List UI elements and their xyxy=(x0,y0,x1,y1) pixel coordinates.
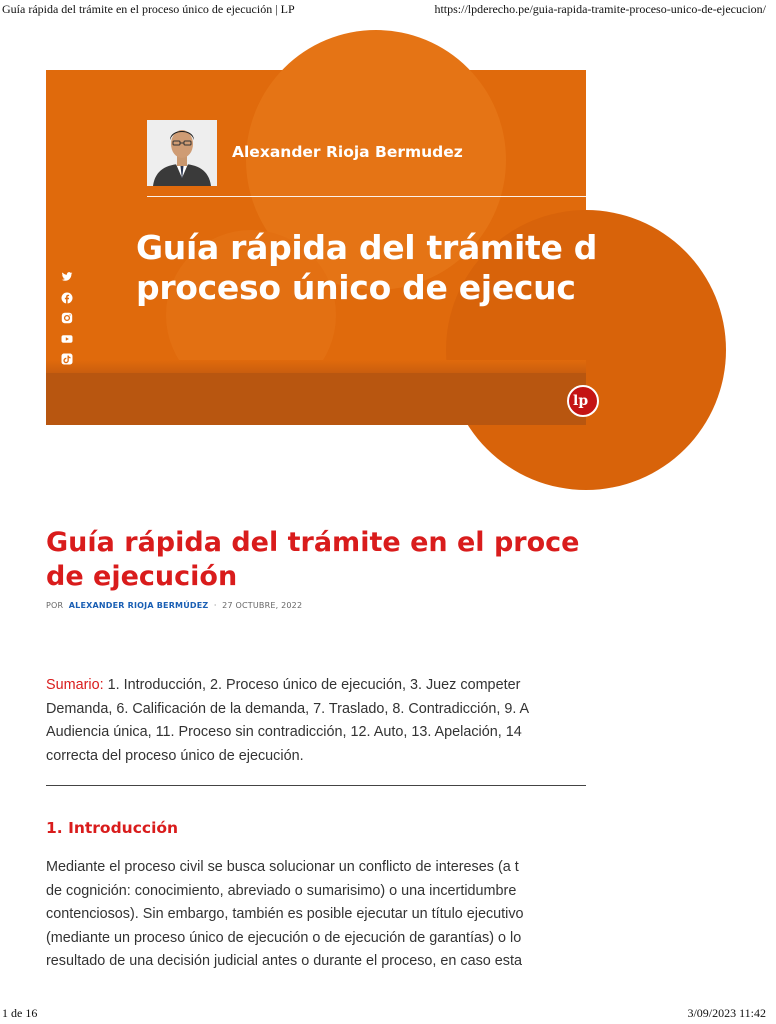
body-line: contenciosos). Sin embargo, también es posible ejecutar un título ejecutivo xyxy=(46,906,524,922)
twitter-icon[interactable] xyxy=(61,271,73,283)
body-line: de cognición: conocimiento, abreviado o sumarisimo) o una incertidumbre xyxy=(46,882,517,899)
lp-logo: lp xyxy=(567,385,599,417)
article-title xyxy=(46,526,666,594)
tiktok-icon[interactable] xyxy=(61,353,73,365)
hero-title-line: Guía rápida del trámite d xyxy=(136,228,598,267)
body-line: Mediante el proceso civil se busca solucionar un conflicto de intereses (a t xyxy=(46,859,519,875)
youtube-icon[interactable] xyxy=(61,333,73,345)
instagram-icon[interactable] xyxy=(61,312,73,324)
summary-line: correcta del proceso único de ejecución. xyxy=(46,747,304,764)
article-title-line: de ejecución xyxy=(46,561,238,592)
summary-paragraph xyxy=(46,674,666,768)
author-avatar xyxy=(147,120,217,186)
byline-separator: · xyxy=(213,601,217,610)
social-icons xyxy=(61,271,75,374)
print-footer xyxy=(0,1004,768,1024)
hero-bottom-band xyxy=(46,373,586,425)
hero-title xyxy=(136,228,776,308)
hero-title-line: proceso único de ejecuc xyxy=(136,268,576,307)
print-page-title: Guía rápida del trámite en el proceso único de ejecución | LP xyxy=(2,2,295,16)
body-line: resultado de una decisión judicial antes o durante el proceso, en caso esta xyxy=(46,953,523,969)
byline-author-link[interactable]: ALEXANDER RIOJA BERMÚDEZ xyxy=(68,601,209,610)
summary-line: Audiencia única, 11. Proceso sin contradicción, 12. Auto, 13. Apelación, 14 xyxy=(46,724,522,740)
print-page-url[interactable]: https://lpderecho.pe/guia-rapida-tramite-proceso-unico-de-ejecucion/ xyxy=(434,2,766,16)
byline-prefix: POR xyxy=(46,601,64,610)
summary-line xyxy=(46,674,666,698)
summary-line: Demanda, 6. Calificación de la demanda, 7. Traslado, 8. Contradicción, 9. A xyxy=(46,700,530,717)
section-divider xyxy=(46,785,586,786)
hero-shadow xyxy=(46,360,586,374)
body-line: (mediante un proceso único de ejecución o de ejecución de garantías) o lo xyxy=(46,929,522,946)
section-heading: 1. Introducción xyxy=(46,819,179,837)
hero-banner xyxy=(46,70,598,425)
summary-line-text: 1. Introducción, 2. Proceso único de ejecución, 3. Juez competer xyxy=(103,677,521,693)
byline-date: 27 OCTUBRE, 2022 xyxy=(222,601,303,610)
hero-divider xyxy=(147,196,607,197)
hero-author-name: Alexander Rioja Bermudez xyxy=(232,143,463,161)
page-content xyxy=(46,70,598,990)
article-title-line: Guía rápida del trámite en el proce xyxy=(46,527,580,558)
summary-label: Sumario: xyxy=(46,677,104,693)
print-datetime: 3/09/2023 11:42 xyxy=(687,1006,766,1020)
facebook-icon[interactable] xyxy=(61,292,73,304)
body-paragraph xyxy=(46,856,666,974)
byline xyxy=(46,601,302,610)
page-counter: 1 de 16 xyxy=(2,1006,38,1020)
print-header xyxy=(0,0,768,20)
